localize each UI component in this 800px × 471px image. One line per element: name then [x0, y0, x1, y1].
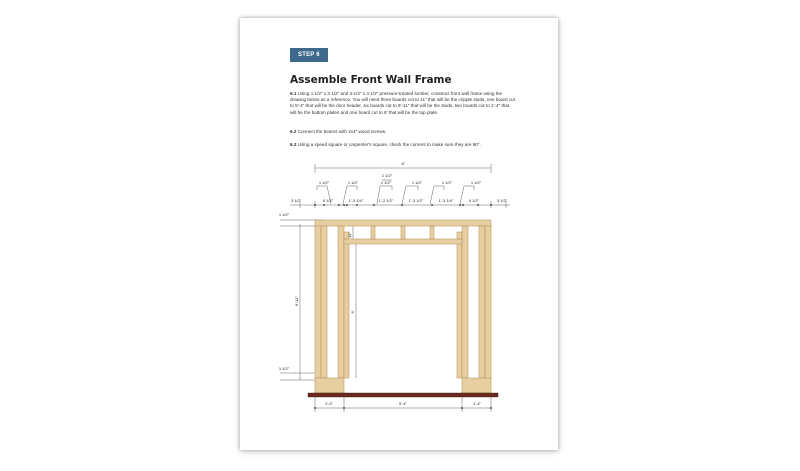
- dim-door-height: 6': [350, 310, 355, 314]
- dim-lower: 3 1/2": [496, 198, 508, 203]
- dim-lower: 1'-3 1/4": [438, 198, 454, 203]
- stud-right-outer: [485, 226, 491, 378]
- cripple-stud-3: [430, 226, 434, 239]
- dim-upper: 1 1/2": [347, 180, 359, 185]
- dim-top-center: 1 1/2": [381, 173, 393, 178]
- jack-stud-left: [344, 232, 349, 378]
- document-page: [240, 18, 558, 450]
- dim-upper: 1 1/2": [470, 180, 482, 185]
- dim-overall-width: 8': [401, 161, 405, 166]
- dim-upper: 1 1/2": [318, 180, 330, 185]
- instruction-number: 6.3: [290, 142, 297, 147]
- dim-cripple-height: 11": [347, 232, 352, 238]
- wall-frame: [315, 220, 491, 393]
- stud-door-left: [338, 226, 344, 378]
- wall-frame-drawing: [240, 18, 558, 450]
- instruction-text: Connect the beams with 2x4" wood screws.: [297, 129, 387, 134]
- dim-upper: 1 1/2": [411, 180, 423, 185]
- dim-lower: 9 1/2": [468, 198, 480, 203]
- dim-wall-height: 6'-11": [294, 296, 299, 306]
- bottom-plate-right: [462, 378, 491, 393]
- cripple-stud-1: [371, 226, 375, 239]
- stud-door-right: [462, 226, 468, 378]
- top-plate: [315, 220, 491, 226]
- dim-left-bottom-plate: 1 1/2": [278, 366, 290, 371]
- stud-left-outer: [315, 226, 321, 378]
- dim-lower: 1'-3 1/2": [408, 198, 424, 203]
- jack-stud-right: [457, 232, 462, 378]
- dim-lower: 9 1/2": [322, 198, 334, 203]
- instruction-text: Using a speed square or carpenter's square, check the corners to make sure they are 90°.: [297, 142, 481, 147]
- dim-bottom-door: 5'-4": [399, 401, 407, 406]
- dim-upper: 1 1/2": [380, 180, 392, 185]
- dim-lower: 3 1/2": [290, 198, 302, 203]
- dim-lower: 1'-3 1/4": [348, 198, 364, 203]
- step-badge: STEP 6: [290, 48, 328, 62]
- dim-left-top-plate: 1 1/2": [278, 212, 290, 217]
- page-title: Assemble Front Wall Frame: [290, 74, 452, 86]
- stud-right-inner: [479, 226, 485, 378]
- dim-upper: 1 1/2": [441, 180, 453, 185]
- dim-bottom-right: 1'-4": [473, 401, 481, 406]
- cripple-stud-2: [401, 226, 405, 239]
- bottom-plate-left: [315, 378, 344, 393]
- dim-bottom-left: 1'-4": [325, 401, 333, 406]
- dim-lower: 1'-2 1/2": [378, 198, 394, 203]
- floor-base: [308, 393, 498, 397]
- stud-left-inner: [321, 226, 327, 378]
- door-header: [344, 239, 462, 244]
- instruction-number: 6.2: [290, 129, 297, 134]
- instruction-number: 6.1: [290, 91, 297, 96]
- instruction-text: Using 1 1/2" x 3 1/2" and 3-1/2" x 3 1/2" pressure-treated lumber, construct front wall frame using the drawing below as a reference. You will need three boards cut to 11" that will be the cripple studs, one board cut to 5'-4" that will be the door header, six boards cut to 6'-11" that will be the studs, two boards cut to 1'-4" that will be the bottom plates and one board cut to 8' that will be the top plate.: [290, 91, 515, 115]
